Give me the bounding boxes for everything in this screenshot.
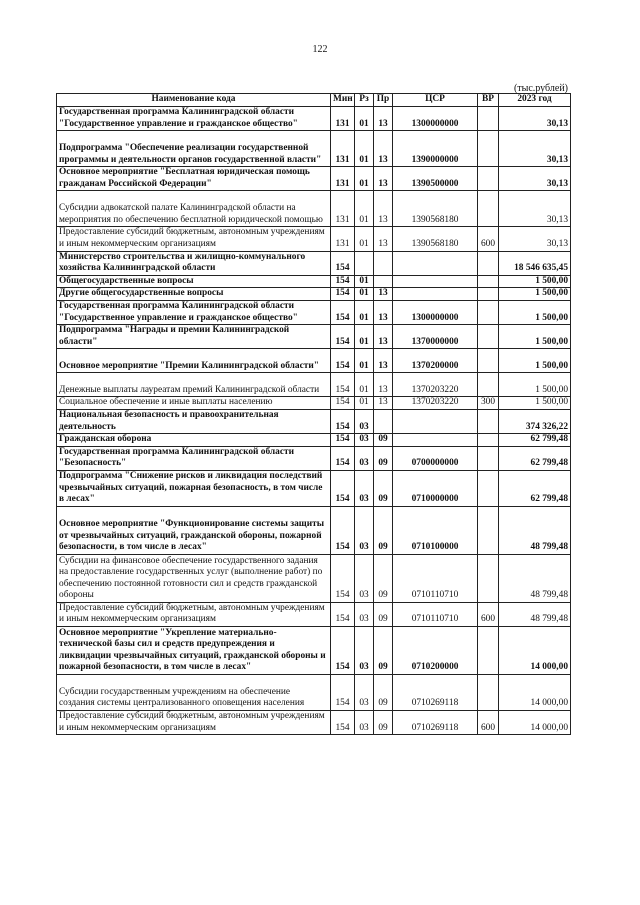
table-row: [57, 251, 571, 275]
cell-vr: [478, 275, 499, 288]
cell-pr: 09: [374, 446, 393, 470]
cell-amount: 1 500,00: [499, 300, 571, 324]
cell-name: Субсидии государственным учреждениям на обеспечение создания системы централизованного оповещения населения: [57, 675, 331, 711]
cell-name: Основное мероприятие "Укрепление материально-технической базы сил и средств предупреждения и ликвидации чрезвычайных ситуаций, гражданской обороны и пожарной безопасности, в том числе в лесах": [57, 627, 331, 675]
cell-amount: 1 500,00: [499, 275, 571, 288]
cell-pr: 13: [374, 373, 393, 397]
budget-table: [56, 93, 571, 735]
cell-amount: 374 326,22: [499, 409, 571, 433]
table-row: [57, 107, 571, 131]
cell-pr: 09: [374, 506, 393, 554]
table-row: [57, 434, 571, 447]
table-row: [57, 167, 571, 191]
table-row: [57, 470, 571, 506]
cell-name: Основное мероприятие "Премии Калининградской области": [57, 349, 331, 373]
cell-vr: [478, 409, 499, 433]
cell-rz: 01: [355, 373, 374, 397]
cell-rz: 01: [355, 107, 374, 131]
cell-min: 154: [331, 434, 355, 447]
cell-pr: [374, 251, 393, 275]
cell-amount: 48 799,48: [499, 554, 571, 602]
table-row: [57, 711, 571, 735]
table-row: [57, 288, 571, 301]
cell-amount: 62 799,48: [499, 446, 571, 470]
cell-csr: 1300000000: [393, 300, 478, 324]
cell-amount: 1 500,00: [499, 349, 571, 373]
cell-min: 154: [331, 275, 355, 288]
cell-rz: 01: [355, 288, 374, 301]
cell-vr: [478, 470, 499, 506]
cell-name: Основное мероприятие "Бесплатная юридическая помощь гражданам Российской Федерации": [57, 167, 331, 191]
table-row: [57, 506, 571, 554]
header-name: Наименование кода: [57, 94, 331, 107]
cell-csr: 0710000000: [393, 470, 478, 506]
cell-min: 131: [331, 131, 355, 167]
cell-rz: 03: [355, 434, 374, 447]
cell-amount: 62 799,48: [499, 470, 571, 506]
cell-vr: [478, 627, 499, 675]
cell-min: 131: [331, 167, 355, 191]
table-row: [57, 675, 571, 711]
header-rz: Рз: [355, 94, 374, 107]
cell-min: 154: [331, 675, 355, 711]
table-row: [57, 627, 571, 675]
cell-csr: 1390568180: [393, 191, 478, 227]
cell-amount: 1 500,00: [499, 397, 571, 410]
cell-amount: 30,13: [499, 191, 571, 227]
cell-min: 154: [331, 627, 355, 675]
cell-rz: 01: [355, 397, 374, 410]
cell-amount: 30,13: [499, 227, 571, 251]
cell-name: Денежные выплаты лауреатам премий Калининградской области: [57, 373, 331, 397]
cell-rz: 03: [355, 409, 374, 433]
cell-min: 154: [331, 470, 355, 506]
cell-name: Субсидии на финансовое обеспечение государственного задания на предоставление государственных услуг (выполнение работ) по обеспечению постоянной готовности сил и средств гражданской обороны: [57, 554, 331, 602]
cell-min: 154: [331, 397, 355, 410]
header-year: 2023 год: [499, 94, 571, 107]
cell-rz: 03: [355, 627, 374, 675]
cell-name: Государственная программа Калининградской области "Государственное управление и гражданское общество": [57, 107, 331, 131]
cell-name: Предоставление субсидий бюджетным, автономным учреждениям и иным некоммерческим организациям: [57, 711, 331, 735]
cell-vr: 600: [478, 711, 499, 735]
cell-min: 154: [331, 711, 355, 735]
table-row: [57, 227, 571, 251]
table-row: [57, 131, 571, 167]
cell-min: 154: [331, 300, 355, 324]
cell-vr: [478, 446, 499, 470]
cell-pr: 09: [374, 470, 393, 506]
cell-pr: 13: [374, 397, 393, 410]
cell-rz: 01: [355, 167, 374, 191]
cell-amount: 14 000,00: [499, 711, 571, 735]
table-row: [57, 409, 571, 433]
cell-vr: 600: [478, 227, 499, 251]
cell-min: 154: [331, 446, 355, 470]
cell-vr: [478, 434, 499, 447]
cell-csr: [393, 288, 478, 301]
cell-vr: [478, 675, 499, 711]
cell-min: 154: [331, 506, 355, 554]
cell-amount: 48 799,48: [499, 602, 571, 626]
cell-csr: 0700000000: [393, 446, 478, 470]
cell-rz: 01: [355, 325, 374, 349]
cell-csr: [393, 434, 478, 447]
table-row: [57, 300, 571, 324]
table-row: [57, 554, 571, 602]
cell-rz: 03: [355, 506, 374, 554]
cell-min: 131: [331, 107, 355, 131]
table-row: [57, 191, 571, 227]
cell-vr: [478, 325, 499, 349]
cell-name: Подпрограмма "Обеспечение реализации государственной программы и деятельности органов государственной власти": [57, 131, 331, 167]
cell-vr: [478, 349, 499, 373]
table-row: [57, 446, 571, 470]
cell-amount: 18 546 635,45: [499, 251, 571, 275]
cell-vr: [478, 373, 499, 397]
cell-csr: 1300000000: [393, 107, 478, 131]
cell-vr: [478, 167, 499, 191]
table-row: [57, 349, 571, 373]
cell-min: 154: [331, 373, 355, 397]
cell-csr: 1370200000: [393, 349, 478, 373]
table-body: [57, 107, 571, 735]
cell-rz: 01: [355, 227, 374, 251]
cell-min: 154: [331, 288, 355, 301]
cell-pr: 13: [374, 107, 393, 131]
page-number: 122: [312, 44, 328, 55]
cell-csr: 1370203220: [393, 373, 478, 397]
table-row: [57, 325, 571, 349]
cell-name: Государственная программа Калининградской области "Безопасность": [57, 446, 331, 470]
cell-rz: 03: [355, 470, 374, 506]
cell-min: 154: [331, 409, 355, 433]
cell-amount: 1 500,00: [499, 325, 571, 349]
cell-pr: 13: [374, 288, 393, 301]
cell-pr: 13: [374, 300, 393, 324]
cell-vr: [478, 251, 499, 275]
cell-vr: [478, 506, 499, 554]
cell-name: Государственная программа Калининградской области "Государственное управление и гражданское общество": [57, 300, 331, 324]
cell-amount: 1 500,00: [499, 373, 571, 397]
cell-pr: 13: [374, 349, 393, 373]
cell-rz: 01: [355, 191, 374, 227]
cell-amount: 1 500,00: [499, 288, 571, 301]
cell-name: Подпрограмма "Снижение рисков и ликвидация последствий чрезвычайных ситуаций, пожарная безопасность, в том числе в лесах": [57, 470, 331, 506]
cell-amount: 14 000,00: [499, 675, 571, 711]
cell-csr: 1390568180: [393, 227, 478, 251]
cell-csr: 1370203220: [393, 397, 478, 410]
cell-amount: 48 799,48: [499, 506, 571, 554]
cell-name: Подпрограмма "Награды и премии Калининградской области": [57, 325, 331, 349]
cell-csr: 0710110710: [393, 602, 478, 626]
cell-pr: 09: [374, 602, 393, 626]
header-min: Мин: [331, 94, 355, 107]
cell-name: Министерство строительства и жилищно-коммунального хозяйства Калининградской области: [57, 251, 331, 275]
cell-vr: [478, 300, 499, 324]
table-header-row: [57, 94, 571, 107]
cell-pr: 09: [374, 711, 393, 735]
cell-pr: [374, 409, 393, 433]
cell-pr: [374, 275, 393, 288]
cell-csr: 0710110710: [393, 554, 478, 602]
table-row: [57, 602, 571, 626]
cell-rz: 01: [355, 275, 374, 288]
cell-name: Основное мероприятие "Функционирование системы защиты от чрезвычайных ситуаций, гражданской обороны, пожарной безопасности, в том числе в лесах": [57, 506, 331, 554]
cell-name: Предоставление субсидий бюджетным, автономным учреждениям и иным некоммерческим организациям: [57, 602, 331, 626]
cell-min: 131: [331, 191, 355, 227]
cell-vr: 600: [478, 602, 499, 626]
cell-csr: 1390000000: [393, 131, 478, 167]
cell-pr: 09: [374, 675, 393, 711]
cell-csr: [393, 409, 478, 433]
cell-pr: 13: [374, 325, 393, 349]
cell-name: Национальная безопасность и правоохранительная деятельность: [57, 409, 331, 433]
cell-amount: 14 000,00: [499, 627, 571, 675]
cell-pr: 09: [374, 434, 393, 447]
cell-rz: [355, 251, 374, 275]
cell-rz: 03: [355, 554, 374, 602]
cell-vr: [478, 288, 499, 301]
cell-name: Другие общегосударственные вопросы: [57, 288, 331, 301]
cell-csr: 1370000000: [393, 325, 478, 349]
table-row: [57, 373, 571, 397]
cell-pr: 13: [374, 131, 393, 167]
cell-rz: 01: [355, 131, 374, 167]
cell-min: 154: [331, 349, 355, 373]
cell-csr: 0710100000: [393, 506, 478, 554]
cell-rz: 03: [355, 675, 374, 711]
cell-name: Социальное обеспечение и иные выплаты населению: [57, 397, 331, 410]
cell-amount: 30,13: [499, 167, 571, 191]
cell-csr: 0710269118: [393, 711, 478, 735]
cell-amount: 62 799,48: [499, 434, 571, 447]
cell-name: Гражданская оборона: [57, 434, 331, 447]
units-note: (тыс.рублей): [513, 83, 568, 94]
cell-csr: [393, 251, 478, 275]
cell-pr: 13: [374, 227, 393, 251]
cell-amount: 30,13: [499, 107, 571, 131]
cell-rz: 01: [355, 349, 374, 373]
table-row: [57, 275, 571, 288]
header-csr: ЦСР: [393, 94, 478, 107]
cell-pr: 13: [374, 191, 393, 227]
cell-vr: [478, 554, 499, 602]
cell-min: 154: [331, 251, 355, 275]
cell-csr: 0710269118: [393, 675, 478, 711]
cell-min: 154: [331, 554, 355, 602]
cell-vr: [478, 191, 499, 227]
table-row: [57, 397, 571, 410]
cell-rz: 03: [355, 446, 374, 470]
header-pr: Пр: [374, 94, 393, 107]
cell-vr: [478, 131, 499, 167]
cell-name: Предоставление субсидий бюджетным, автономным учреждениям и иным некоммерческим организациям: [57, 227, 331, 251]
cell-min: 131: [331, 227, 355, 251]
header-vr: ВР: [478, 94, 499, 107]
cell-rz: 03: [355, 711, 374, 735]
cell-vr: [478, 107, 499, 131]
cell-vr: 300: [478, 397, 499, 410]
cell-amount: 30,13: [499, 131, 571, 167]
cell-rz: 01: [355, 300, 374, 324]
cell-csr: [393, 275, 478, 288]
cell-pr: 09: [374, 627, 393, 675]
cell-pr: 09: [374, 554, 393, 602]
cell-rz: 03: [355, 602, 374, 626]
cell-min: 154: [331, 325, 355, 349]
cell-name: Субсидии адвокатской палате Калининградской области на мероприятия по обеспечению бесплатной юридической помощью: [57, 191, 331, 227]
cell-name: Общегосударственные вопросы: [57, 275, 331, 288]
cell-pr: 13: [374, 167, 393, 191]
cell-csr: 0710200000: [393, 627, 478, 675]
cell-min: 154: [331, 602, 355, 626]
cell-csr: 1390500000: [393, 167, 478, 191]
